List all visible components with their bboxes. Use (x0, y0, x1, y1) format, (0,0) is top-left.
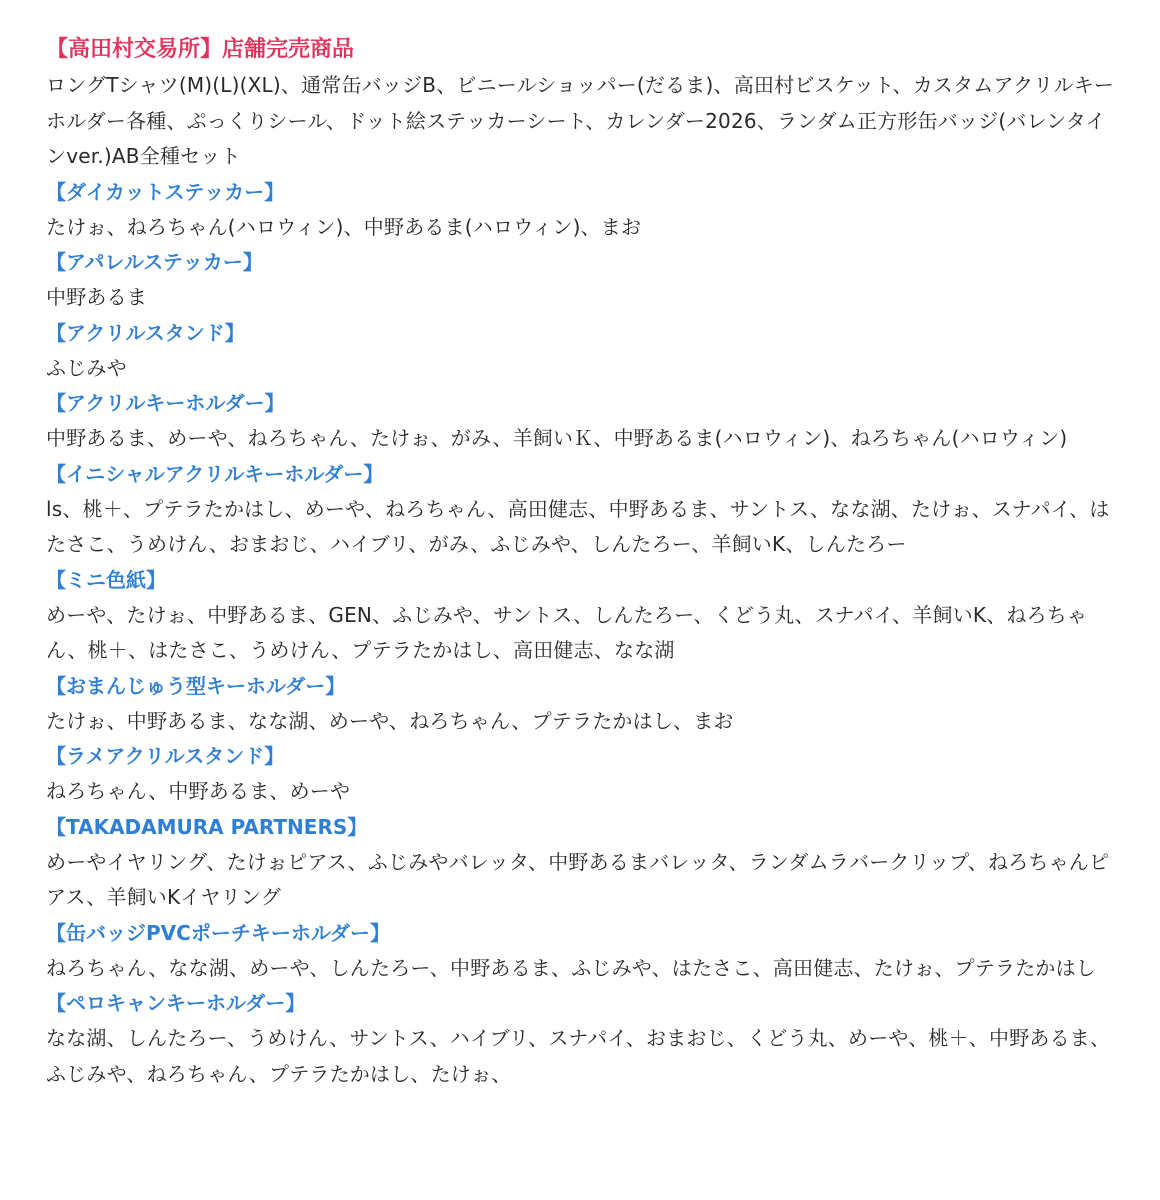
section-body: たけぉ、ねろちゃん(ハロウィン)、中野あるま(ハロウィン)、まお (46, 214, 642, 239)
section-lollipop-keyholder (46, 986, 1116, 1092)
section-heading: 【ペロキャンキーホルダー】 (46, 991, 306, 1015)
section-heading: 【缶バッジPVCポーチキーホルダー】 (46, 920, 391, 945)
section-acrylic-stand (46, 316, 1116, 387)
section-apparel-sticker (46, 245, 1116, 316)
section-heading: 【ミニ色紙】 (46, 567, 166, 592)
section-manju-keyholder (46, 669, 1116, 740)
section-heading: 【ダイカットステッカー】 (46, 179, 285, 204)
page-title: 【高田村交易所】店舗完売商品 (46, 37, 355, 62)
section-acrylic-keyholder (46, 386, 1116, 457)
section-mini-shikishi (46, 563, 1116, 669)
section-heading: 【アパレルステッカー】 (46, 250, 263, 274)
sold-out-list (46, 32, 1116, 1092)
section-body: めーや、たけぉ、中野あるま、GEN、ふじみや、サントス、しんたろー、くどう丸、スナパイ、羊飼いK、ねろちゃん、桃＋、はたさこ、うめけん、プテラたかはし、高田健志、なな湖 (46, 602, 1088, 662)
section-body: ねろちゃん、中野あるま、めーや (46, 779, 351, 803)
section-heading: 【イニシャルアクリルキーホルダー】 (46, 461, 384, 486)
section-body: なな湖、しんたろー、うめけん、サントス、ハイブリ、スナパイ、おまおじ、くどう丸、めーや、桃＋、中野あるま、ふじみや、ねろちゃん、プテラたかはし、たけぉ、 (46, 1026, 1111, 1086)
section-initial-acrylic-keyholder (46, 457, 1116, 563)
section-heading: 【アクリルスタンド】 (46, 320, 245, 345)
section-body: ふじみや (46, 355, 127, 380)
section-takadamura-partners (46, 810, 1116, 916)
section-glitter-acrylic-stand (46, 739, 1116, 810)
section-body: ねろちゃん、なな湖、めーや、しんたろー、中野あるま、ふじみや、はたさこ、高田健志、たけぉ、プテラたかはし (46, 955, 1096, 980)
section-die-cut-sticker (46, 175, 1116, 246)
section-heading: 【おまんじゅう型キーホルダー】 (46, 673, 346, 698)
section-body: 中野あるま (46, 285, 147, 309)
intro-text: ロングTシャツ(M)(L)(XL)、通常缶バッジB、ビニールショッパー(だるま)、高田村ビスケット、カスタムアクリルキーホルダー各種、ぷっくりシール、ドット絵ステッカーシート、カレンダー2026、ランダム正方形缶バッジ(バレンタインver.)AB全種セット (46, 73, 1115, 168)
section-body: 中野あるま、めーや、ねろちゃん、たけぉ、がみ、羊飼いＫ、中野あるま(ハロウィン)、ねろちゃん(ハロウィン) (46, 426, 1068, 450)
section-body: ls、桃＋、プテラたかはし、めーや、ねろちゃん、高田健志、中野あるま、サントス、なな湖、たけぉ、スナパイ、はたさこ、うめけん、おまおじ、ハイブリ、がみ、ふじみや、しんたろー、羊飼いK、しんたろー (46, 496, 1110, 556)
section-heading: 【アクリルキーホルダー】 (46, 391, 285, 415)
section-heading: 【ラメアクリルスタンド】 (46, 744, 285, 768)
section-body: めーやイヤリング、たけぉピアス、ふじみやバレッタ、中野あるまバレッタ、ランダムラバークリップ、ねろちゃんピアス、羊飼いKイヤリング (46, 849, 1110, 909)
section-heading: 【TAKADAMURA PARTNERS】 (46, 814, 368, 839)
section-badge-pvc-pouch (46, 916, 1116, 987)
section-body: たけぉ、中野あるま、なな湖、めーや、ねろちゃん、プテラたかはし、まお (46, 708, 734, 733)
